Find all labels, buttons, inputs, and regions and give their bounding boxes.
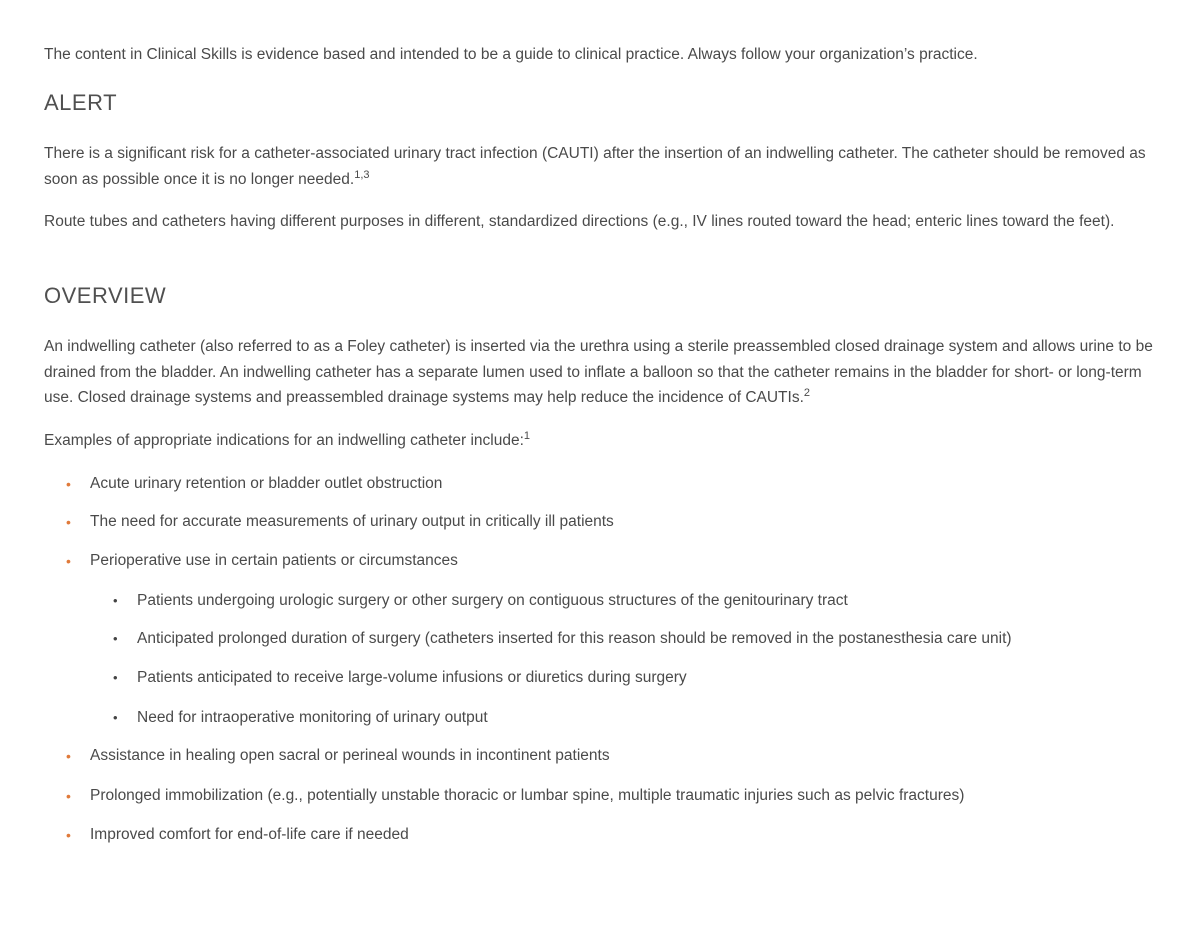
alert-heading: ALERT bbox=[44, 90, 118, 115]
list-item-text: Assistance in healing open sacral or perineal wounds in incontinent patients bbox=[90, 747, 610, 764]
sub-list-item bbox=[113, 590, 848, 612]
overview-heading: OVERVIEW bbox=[44, 283, 167, 308]
bullet-icon: • bbox=[66, 514, 71, 530]
sub-list-item bbox=[113, 628, 1012, 650]
bullet-icon: • bbox=[66, 748, 71, 764]
list-item bbox=[66, 824, 409, 846]
bullet-icon: • bbox=[66, 553, 71, 569]
alert-paragraph-routing: Route tubes and catheters having different purposes in different, standardized directions (e.g., IV lines routed toward the head; enteric lines toward the feet). bbox=[44, 213, 1115, 230]
list-item-text: Improved comfort for end-of-life care if needed bbox=[90, 826, 409, 843]
indications-intro bbox=[44, 428, 1159, 454]
list-item-text: Patients anticipated to receive large-volume infusions or diuretics during surgery bbox=[137, 669, 687, 686]
bullet-icon: • bbox=[66, 827, 71, 843]
alert-paragraph-cauti bbox=[44, 141, 1159, 192]
list-item-text: The need for accurate measurements of urinary output in critically ill patients bbox=[90, 513, 614, 530]
citation-superscript: 1,3 bbox=[354, 168, 370, 181]
alert-paragraph-cauti-text: There is a significant risk for a catheter-associated urinary tract infection (CAUTI) after the insertion of an indwelling catheter. The catheter should be removed as soon as possible once it is no longer needed. bbox=[44, 145, 1146, 188]
sub-list-item bbox=[113, 707, 488, 729]
list-item-text: Prolonged immobilization (e.g., potentially unstable thoracic or lumbar spine, multiple traumatic injuries such as pelvic fractures) bbox=[90, 787, 965, 804]
list-item-text: Need for intraoperative monitoring of urinary output bbox=[137, 709, 488, 726]
list-item bbox=[66, 473, 443, 495]
bullet-icon: • bbox=[66, 788, 71, 804]
bullet-icon: • bbox=[113, 593, 118, 608]
overview-paragraph-text: An indwelling catheter (also referred to as a Foley catheter) is inserted via the urethra using a sterile preassembled closed drainage system and allows urine to be drained from the bladder. An indwelling catheter has a separate lumen used to inflate a balloon so that the catheter remains in the bladder for short- or long-term use. Closed drainage systems and preassembled drainage systems may help reduce the incidence of CAUTIs. bbox=[44, 338, 1153, 406]
list-item-text: Acute urinary retention or bladder outlet obstruction bbox=[90, 475, 443, 492]
sub-list-item bbox=[113, 667, 687, 689]
list-item-text: Patients undergoing urologic surgery or other surgery on contiguous structures of the genitourinary tract bbox=[137, 592, 848, 609]
list-item bbox=[66, 785, 965, 807]
list-item-text: Perioperative use in certain patients or circumstances bbox=[90, 552, 458, 569]
list-item-text: Anticipated prolonged duration of surgery (catheters inserted for this reason should be removed in the postanesthesia care unit) bbox=[137, 630, 1012, 647]
bullet-icon: • bbox=[66, 476, 71, 492]
bullet-icon: • bbox=[113, 710, 118, 725]
indications-intro-text: Examples of appropriate indications for an indwelling catheter include: bbox=[44, 432, 524, 449]
list-item bbox=[66, 550, 458, 572]
disclaimer-text: The content in Clinical Skills is evidence based and intended to be a guide to clinical practice. Always follow your organization’s practice. bbox=[44, 46, 978, 63]
bullet-icon: • bbox=[113, 670, 118, 685]
list-item bbox=[66, 745, 610, 767]
bullet-icon: • bbox=[113, 631, 118, 646]
citation-superscript: 1 bbox=[523, 430, 531, 442]
overview-paragraph bbox=[44, 334, 1159, 411]
citation-superscript: 2 bbox=[803, 387, 811, 399]
list-item bbox=[66, 511, 614, 533]
